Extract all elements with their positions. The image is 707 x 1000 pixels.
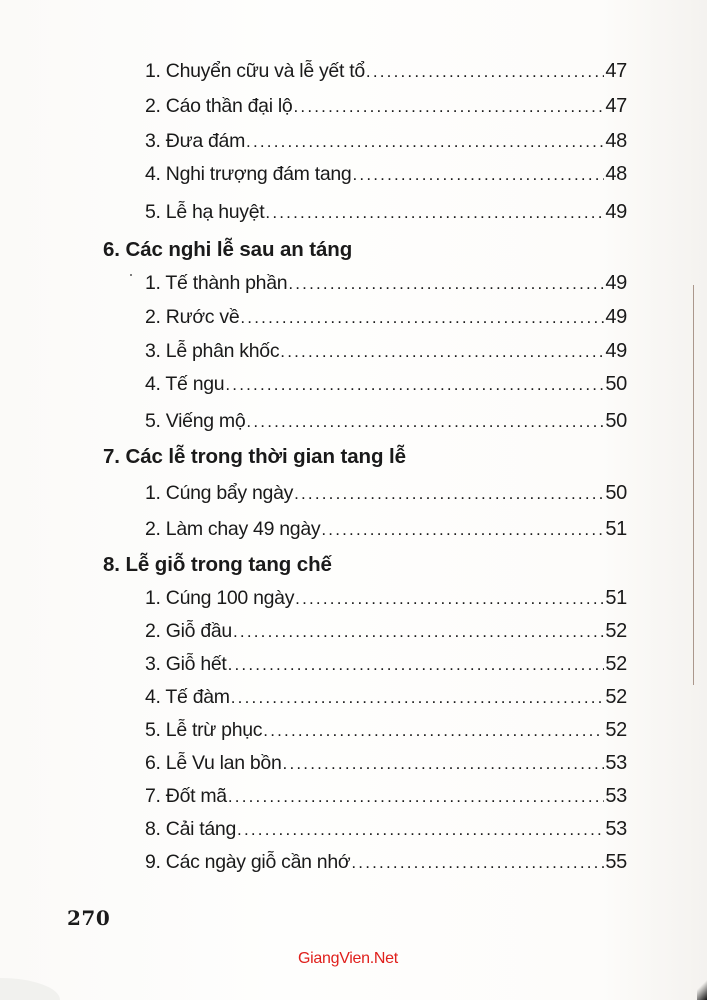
- toc-entry[interactable]: [145, 851, 627, 874]
- toc-entry[interactable]: [145, 785, 627, 808]
- toc-entry-page: 49: [605, 306, 627, 328]
- page-number: 270: [67, 906, 111, 930]
- toc-entry[interactable]: [145, 272, 627, 295]
- page-corner-curl: [0, 978, 60, 1000]
- toc-entry-title: 5. Lễ hạ huyệt: [145, 201, 265, 223]
- dot-leader: [246, 412, 604, 432]
- toc-entry-page: 49: [605, 340, 627, 362]
- toc-entry[interactable]: [145, 719, 627, 742]
- toc-entry-page: 52: [605, 719, 627, 741]
- toc-entry-title: 1. Tế thành phần: [145, 272, 288, 294]
- toc-entry-title: 1. Cúng bẩy ngày: [145, 482, 294, 504]
- toc-entry-page: 51: [605, 587, 627, 609]
- toc-entry-page: 47: [605, 95, 627, 117]
- dot-leader: [366, 62, 604, 82]
- toc-entry-title: 4. Tế đàm: [145, 686, 230, 708]
- toc-entry-title: 3. Giỗ hết: [145, 653, 227, 675]
- toc-entry-title: 3. Đưa đám: [145, 130, 246, 152]
- toc-entry-title: 3. Lễ phân khốc: [145, 340, 280, 362]
- toc-entry-title: 5. Lễ trừ phục: [145, 719, 263, 741]
- dot-leader: [265, 203, 604, 223]
- toc-entry[interactable]: [145, 752, 627, 775]
- dot-leader: [231, 688, 605, 708]
- toc-entry-title: 2. Rước về: [145, 306, 240, 328]
- toc-entry-page: 49: [605, 201, 627, 223]
- toc-entry-title: 4. Tế ngu: [145, 373, 225, 395]
- toc-entry-page: 52: [605, 620, 627, 642]
- toc-entry-title: 9. Các ngày giỗ cần nhớ: [145, 851, 351, 873]
- dot-leader: [237, 820, 604, 840]
- dot-leader: [263, 721, 604, 741]
- toc-entry-title: 4. Nghi trượng đám tang: [145, 163, 352, 185]
- dot-leader: [246, 132, 604, 152]
- dot-leader: [228, 655, 605, 675]
- dot-leader: [288, 274, 604, 294]
- toc-entry-page: 53: [605, 785, 627, 807]
- dot-leader: [295, 589, 604, 609]
- toc-entry[interactable]: [145, 620, 627, 643]
- toc-entry-title: 1. Chuyển cữu và lễ yết tổ: [145, 60, 365, 82]
- toc-entry-title: 2. Làm chay 49 ngày: [145, 518, 321, 540]
- dot-leader: [351, 853, 604, 873]
- toc-entry[interactable]: [145, 163, 627, 186]
- toc-entry-title: 8. Cải táng: [145, 818, 237, 840]
- toc-entry[interactable]: [145, 306, 627, 329]
- toc-entry-title: 7. Đốt mã: [145, 785, 227, 807]
- toc-entry-page: 47: [605, 60, 627, 82]
- toc-entry[interactable]: [145, 653, 627, 676]
- toc-entry-page: 53: [605, 818, 627, 840]
- toc-entry[interactable]: [145, 410, 627, 433]
- toc-entry-page: 50: [605, 410, 627, 432]
- toc-entry-page: 53: [605, 752, 627, 774]
- toc-entry-page: 52: [605, 653, 627, 675]
- toc-entry-page: 50: [605, 373, 627, 395]
- toc-section-heading[interactable]: 7. Các lễ trong thời gian tang lễ: [103, 445, 406, 468]
- toc-entry[interactable]: [145, 201, 627, 224]
- toc-entry[interactable]: [145, 340, 627, 363]
- toc-entry-title: 1. Cúng 100 ngày: [145, 587, 295, 609]
- print-speck: [130, 274, 132, 276]
- toc-entry[interactable]: [145, 130, 627, 153]
- toc-entry-page: 48: [605, 130, 627, 152]
- dot-leader: [293, 97, 604, 117]
- dot-leader: [321, 520, 604, 540]
- page-corner-shadow: [697, 976, 707, 1000]
- toc-entry[interactable]: [145, 587, 627, 610]
- toc-entry-title: 2. Giỗ đầu: [145, 620, 232, 642]
- toc-entry-page: 55: [605, 851, 627, 873]
- toc-entry-page: 49: [605, 272, 627, 294]
- toc-entry[interactable]: [145, 518, 627, 541]
- page-edge-line: [693, 285, 694, 685]
- toc-entry[interactable]: [145, 482, 627, 505]
- toc-entry-title: 5. Viếng mộ: [145, 410, 246, 432]
- dot-leader: [280, 342, 604, 362]
- dot-leader: [225, 375, 604, 395]
- dot-leader: [240, 308, 604, 328]
- dot-leader: [233, 622, 604, 642]
- toc-entry-title: 6. Lễ Vu lan bồn: [145, 752, 282, 774]
- toc-section-heading[interactable]: 8. Lễ giỗ trong tang chế: [103, 553, 332, 576]
- toc-entry-page: 48: [605, 163, 627, 185]
- toc-section-heading[interactable]: 6. Các nghi lễ sau an táng: [103, 238, 353, 261]
- toc-entry[interactable]: [145, 95, 627, 118]
- dot-leader: [352, 165, 604, 185]
- toc-entry[interactable]: [145, 60, 627, 83]
- toc-entry[interactable]: [145, 818, 627, 841]
- toc-entry[interactable]: [145, 373, 627, 396]
- watermark-link[interactable]: GiangVien.Net: [298, 950, 398, 967]
- dot-leader: [294, 484, 604, 504]
- toc-entry-page: 51: [605, 518, 627, 540]
- dot-leader: [228, 787, 605, 807]
- toc-entry[interactable]: [145, 686, 627, 709]
- dot-leader: [283, 754, 605, 774]
- toc-entry-page: 50: [605, 482, 627, 504]
- toc-entry-page: 52: [605, 686, 627, 708]
- toc-entry-title: 2. Cáo thần đại lộ: [145, 95, 293, 117]
